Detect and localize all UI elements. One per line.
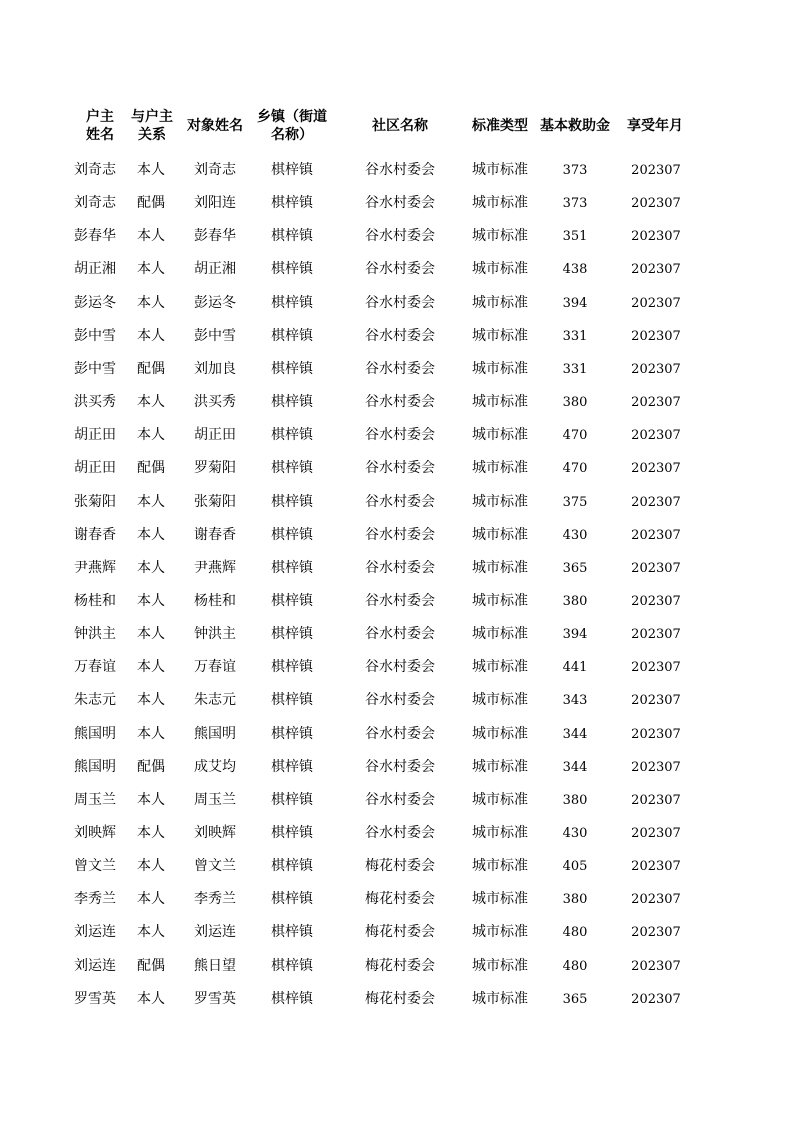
table-row <box>0 916 793 949</box>
header-household-head: 户主 姓名 <box>86 109 114 143</box>
table-row <box>0 187 793 220</box>
cell-standard-type: 城市标准 <box>472 526 528 543</box>
cell-relation: 本人 <box>137 990 165 1007</box>
cell-township: 棋梓镇 <box>271 659 313 676</box>
cell-year-month: 202307 <box>631 328 681 344</box>
cell-subject-name: 刘奇志 <box>194 162 236 178</box>
cell-subject-name: 罗雪英 <box>194 990 236 1007</box>
cell-household-head: 彭中雪 <box>74 327 116 344</box>
cell-township: 棋梓镇 <box>271 360 313 377</box>
header-community: 社区名称 <box>372 118 428 134</box>
table-row <box>0 784 793 817</box>
cell-subject-name: 彭中雪 <box>194 327 236 344</box>
table-row <box>0 718 793 751</box>
cell-community: 梅花村委会 <box>365 990 435 1007</box>
table-row <box>0 883 793 916</box>
cell-subject-name: 张菊阳 <box>194 493 236 510</box>
cell-relation: 本人 <box>137 924 165 941</box>
cell-subject-name: 刘阳连 <box>194 195 236 212</box>
header-relation: 与户主 关系 <box>131 109 173 143</box>
cell-relation: 本人 <box>137 327 165 344</box>
cell-basic-aid: 331 <box>562 361 588 377</box>
cell-household-head: 刘奇志 <box>74 195 116 212</box>
table-row <box>0 154 793 187</box>
cell-standard-type: 城市标准 <box>472 692 528 709</box>
table-row <box>0 287 793 320</box>
cell-year-month: 202307 <box>631 262 681 278</box>
cell-household-head: 胡正湘 <box>74 261 116 278</box>
cell-year-month: 202307 <box>631 527 681 543</box>
cell-township: 棋梓镇 <box>271 924 313 941</box>
cell-township: 棋梓镇 <box>271 460 313 477</box>
table-row <box>0 253 793 286</box>
cell-subject-name: 朱志元 <box>194 692 236 709</box>
cell-township: 棋梓镇 <box>271 825 313 841</box>
cell-township: 棋梓镇 <box>271 261 313 278</box>
cell-community: 谷水村委会 <box>365 460 435 477</box>
cell-relation: 本人 <box>137 858 165 875</box>
cell-year-month: 202307 <box>631 892 681 908</box>
cell-relation: 本人 <box>137 261 165 278</box>
cell-standard-type: 城市标准 <box>472 891 528 908</box>
cell-township: 棋梓镇 <box>271 858 313 875</box>
cell-year-month: 202307 <box>631 859 681 875</box>
cell-basic-aid: 394 <box>562 295 588 311</box>
cell-year-month: 202307 <box>631 494 681 510</box>
cell-community: 梅花村委会 <box>365 924 435 941</box>
cell-community: 谷水村委会 <box>365 394 435 411</box>
cell-relation: 本人 <box>137 825 165 841</box>
cell-standard-type: 城市标准 <box>472 924 528 941</box>
cell-household-head: 刘运连 <box>74 957 116 974</box>
cell-subject-name: 李秀兰 <box>194 891 236 908</box>
cell-household-head: 张菊阳 <box>74 493 116 510</box>
cell-year-month: 202307 <box>631 991 681 1007</box>
cell-household-head: 彭运冬 <box>74 294 116 311</box>
cell-standard-type: 城市标准 <box>472 659 528 676</box>
cell-standard-type: 城市标准 <box>472 758 528 775</box>
cell-subject-name: 尹燕辉 <box>194 559 236 576</box>
cell-community: 谷水村委会 <box>365 228 435 245</box>
table-row <box>0 618 793 651</box>
table-row <box>0 353 793 386</box>
cell-household-head: 杨桂和 <box>74 592 116 609</box>
cell-basic-aid: 430 <box>562 826 588 841</box>
cell-relation: 本人 <box>137 592 165 609</box>
cell-community: 谷水村委会 <box>365 162 435 178</box>
cell-basic-aid: 438 <box>562 262 588 278</box>
cell-community: 谷水村委会 <box>365 758 435 775</box>
cell-community: 谷水村委会 <box>365 261 435 278</box>
cell-standard-type: 城市标准 <box>472 592 528 609</box>
header-subject-name: 对象姓名 <box>187 118 243 134</box>
cell-subject-name: 胡正湘 <box>194 261 236 278</box>
table-row <box>0 950 793 983</box>
cell-community: 谷水村委会 <box>365 493 435 510</box>
cell-community: 谷水村委会 <box>365 626 435 643</box>
cell-year-month: 202307 <box>631 395 681 411</box>
cell-standard-type: 城市标准 <box>472 626 528 643</box>
cell-household-head: 周玉兰 <box>74 791 116 808</box>
cell-township: 棋梓镇 <box>271 725 313 742</box>
cell-subject-name: 杨桂和 <box>194 592 236 609</box>
cell-household-head: 胡正田 <box>74 460 116 477</box>
cell-year-month: 202307 <box>631 958 681 974</box>
cell-year-month: 202307 <box>631 163 681 178</box>
cell-household-head: 彭春华 <box>74 228 116 245</box>
cell-standard-type: 城市标准 <box>472 990 528 1007</box>
table-row <box>0 320 793 353</box>
cell-household-head: 洪买秀 <box>74 394 116 411</box>
cell-standard-type: 城市标准 <box>472 261 528 278</box>
cell-township: 棋梓镇 <box>271 228 313 245</box>
cell-township: 棋梓镇 <box>271 758 313 775</box>
cell-standard-type: 城市标准 <box>472 195 528 212</box>
cell-standard-type: 城市标准 <box>472 162 528 178</box>
cell-township: 棋梓镇 <box>271 526 313 543</box>
table-row <box>0 419 793 452</box>
cell-subject-name: 熊国明 <box>194 725 236 742</box>
table-row <box>0 519 793 552</box>
cell-community: 梅花村委会 <box>365 858 435 875</box>
cell-year-month: 202307 <box>631 693 681 709</box>
cell-standard-type: 城市标准 <box>472 825 528 841</box>
cell-standard-type: 城市标准 <box>472 327 528 344</box>
header-basic-aid: 基本救助金 <box>540 118 610 134</box>
cell-township: 棋梓镇 <box>271 493 313 510</box>
cell-community: 谷水村委会 <box>365 659 435 676</box>
cell-township: 棋梓镇 <box>271 957 313 974</box>
cell-relation: 本人 <box>137 725 165 742</box>
cell-relation: 配偶 <box>137 460 165 477</box>
cell-standard-type: 城市标准 <box>472 725 528 742</box>
cell-community: 谷水村委会 <box>365 692 435 709</box>
cell-standard-type: 城市标准 <box>472 858 528 875</box>
cell-community: 谷水村委会 <box>365 725 435 742</box>
cell-subject-name: 万春谊 <box>194 659 236 676</box>
cell-subject-name: 刘加良 <box>194 360 236 377</box>
cell-relation: 本人 <box>137 493 165 510</box>
cell-basic-aid: 380 <box>562 395 588 411</box>
cell-year-month: 202307 <box>631 295 681 311</box>
cell-basic-aid: 343 <box>562 693 588 709</box>
cell-township: 棋梓镇 <box>271 559 313 576</box>
cell-subject-name: 熊日望 <box>194 957 236 974</box>
cell-year-month: 202307 <box>631 627 681 643</box>
cell-household-head: 胡正田 <box>74 427 116 444</box>
cell-year-month: 202307 <box>631 726 681 742</box>
table-row <box>0 983 793 1016</box>
cell-relation: 配偶 <box>137 758 165 775</box>
cell-subject-name: 刘运连 <box>194 924 236 941</box>
cell-subject-name: 胡正田 <box>194 427 236 444</box>
cell-subject-name: 周玉兰 <box>194 791 236 808</box>
cell-relation: 本人 <box>137 791 165 808</box>
cell-basic-aid: 331 <box>562 328 588 344</box>
cell-household-head: 钟洪主 <box>74 626 116 643</box>
cell-year-month: 202307 <box>631 361 681 377</box>
header-year-month: 享受年月 <box>627 118 683 134</box>
table-row <box>0 486 793 519</box>
cell-basic-aid: 373 <box>562 196 588 212</box>
cell-community: 谷水村委会 <box>365 360 435 377</box>
cell-household-head: 朱志元 <box>74 692 116 709</box>
cell-relation: 本人 <box>137 559 165 576</box>
cell-township: 棋梓镇 <box>271 394 313 411</box>
table-row <box>0 386 793 419</box>
cell-township: 棋梓镇 <box>271 791 313 808</box>
cell-basic-aid: 470 <box>562 428 588 444</box>
cell-community: 谷水村委会 <box>365 825 435 841</box>
cell-year-month: 202307 <box>631 428 681 444</box>
cell-household-head: 刘运连 <box>74 924 116 941</box>
cell-community: 梅花村委会 <box>365 891 435 908</box>
cell-relation: 本人 <box>137 891 165 908</box>
cell-community: 谷水村委会 <box>365 327 435 344</box>
header-township: 乡镇（街道 名称） <box>257 109 327 143</box>
cell-basic-aid: 380 <box>562 593 588 609</box>
cell-township: 棋梓镇 <box>271 294 313 311</box>
cell-township: 棋梓镇 <box>271 592 313 609</box>
cell-relation: 本人 <box>137 294 165 311</box>
cell-year-month: 202307 <box>631 593 681 609</box>
cell-relation: 配偶 <box>137 360 165 377</box>
cell-standard-type: 城市标准 <box>472 394 528 411</box>
cell-community: 谷水村委会 <box>365 427 435 444</box>
cell-year-month: 202307 <box>631 229 681 245</box>
cell-standard-type: 城市标准 <box>472 427 528 444</box>
cell-subject-name: 刘映辉 <box>194 825 236 841</box>
table-row <box>0 552 793 585</box>
cell-relation: 本人 <box>137 692 165 709</box>
cell-household-head: 尹燕辉 <box>74 559 116 576</box>
cell-subject-name: 成艾均 <box>194 758 236 775</box>
cell-year-month: 202307 <box>631 792 681 808</box>
cell-standard-type: 城市标准 <box>472 493 528 510</box>
cell-township: 棋梓镇 <box>271 891 313 908</box>
cell-basic-aid: 373 <box>562 163 588 178</box>
cell-subject-name: 彭春华 <box>194 228 236 245</box>
cell-household-head: 熊国明 <box>74 758 116 775</box>
cell-relation: 本人 <box>137 162 165 178</box>
cell-relation: 配偶 <box>137 195 165 212</box>
cell-relation: 配偶 <box>137 957 165 974</box>
cell-township: 棋梓镇 <box>271 162 313 178</box>
cell-subject-name: 罗菊阳 <box>194 460 236 477</box>
cell-household-head: 刘奇志 <box>74 162 116 178</box>
header-standard-type: 标准类型 <box>472 118 528 134</box>
cell-year-month: 202307 <box>631 461 681 477</box>
cell-standard-type: 城市标准 <box>472 957 528 974</box>
cell-relation: 本人 <box>137 228 165 245</box>
table-row <box>0 452 793 485</box>
cell-basic-aid: 365 <box>562 991 588 1007</box>
cell-relation: 本人 <box>137 626 165 643</box>
cell-year-month: 202307 <box>631 925 681 941</box>
cell-relation: 本人 <box>137 659 165 676</box>
table-row <box>0 817 793 850</box>
cell-basic-aid: 344 <box>562 759 588 775</box>
cell-household-head: 熊国明 <box>74 725 116 742</box>
cell-basic-aid: 480 <box>562 925 588 941</box>
cell-township: 棋梓镇 <box>271 692 313 709</box>
table-row <box>0 220 793 253</box>
cell-household-head: 曾文兰 <box>74 858 116 875</box>
cell-community: 谷水村委会 <box>365 592 435 609</box>
table-row <box>0 684 793 717</box>
table-row <box>0 585 793 618</box>
cell-township: 棋梓镇 <box>271 427 313 444</box>
cell-relation: 本人 <box>137 427 165 444</box>
cell-subject-name: 洪买秀 <box>194 394 236 411</box>
cell-standard-type: 城市标准 <box>472 228 528 245</box>
cell-standard-type: 城市标准 <box>472 559 528 576</box>
cell-standard-type: 城市标准 <box>472 791 528 808</box>
cell-standard-type: 城市标准 <box>472 360 528 377</box>
table-row <box>0 850 793 883</box>
cell-township: 棋梓镇 <box>271 626 313 643</box>
cell-township: 棋梓镇 <box>271 327 313 344</box>
cell-household-head: 刘映辉 <box>74 825 116 841</box>
cell-basic-aid: 375 <box>562 494 588 510</box>
cell-basic-aid: 405 <box>562 859 588 875</box>
cell-basic-aid: 365 <box>562 560 588 576</box>
cell-household-head: 彭中雪 <box>74 360 116 377</box>
cell-township: 棋梓镇 <box>271 195 313 212</box>
cell-basic-aid: 394 <box>562 627 588 643</box>
cell-standard-type: 城市标准 <box>472 460 528 477</box>
cell-community: 谷水村委会 <box>365 791 435 808</box>
cell-year-month: 202307 <box>631 196 681 212</box>
cell-basic-aid: 470 <box>562 461 588 477</box>
cell-basic-aid: 380 <box>562 892 588 908</box>
cell-relation: 本人 <box>137 394 165 411</box>
cell-basic-aid: 480 <box>562 958 588 974</box>
cell-year-month: 202307 <box>631 660 681 676</box>
cell-basic-aid: 430 <box>562 527 588 543</box>
table-row <box>0 751 793 784</box>
cell-community: 谷水村委会 <box>365 294 435 311</box>
cell-subject-name: 曾文兰 <box>194 858 236 875</box>
cell-standard-type: 城市标准 <box>472 294 528 311</box>
cell-basic-aid: 344 <box>562 726 588 742</box>
cell-subject-name: 钟洪主 <box>194 626 236 643</box>
cell-household-head: 李秀兰 <box>74 891 116 908</box>
cell-relation: 本人 <box>137 526 165 543</box>
cell-community: 梅花村委会 <box>365 957 435 974</box>
cell-year-month: 202307 <box>631 759 681 775</box>
cell-community: 谷水村委会 <box>365 526 435 543</box>
cell-subject-name: 彭运冬 <box>194 294 236 311</box>
cell-subject-name: 谢春香 <box>194 526 236 543</box>
cell-household-head: 万春谊 <box>74 659 116 676</box>
cell-community: 谷水村委会 <box>365 195 435 212</box>
cell-basic-aid: 351 <box>562 229 588 245</box>
table-row <box>0 651 793 684</box>
cell-year-month: 202307 <box>631 826 681 841</box>
cell-year-month: 202307 <box>631 560 681 576</box>
cell-household-head: 罗雪英 <box>74 990 116 1007</box>
cell-basic-aid: 380 <box>562 792 588 808</box>
cell-township: 棋梓镇 <box>271 990 313 1007</box>
cell-basic-aid: 441 <box>562 660 588 676</box>
cell-community: 谷水村委会 <box>365 559 435 576</box>
cell-household-head: 谢春香 <box>74 526 116 543</box>
